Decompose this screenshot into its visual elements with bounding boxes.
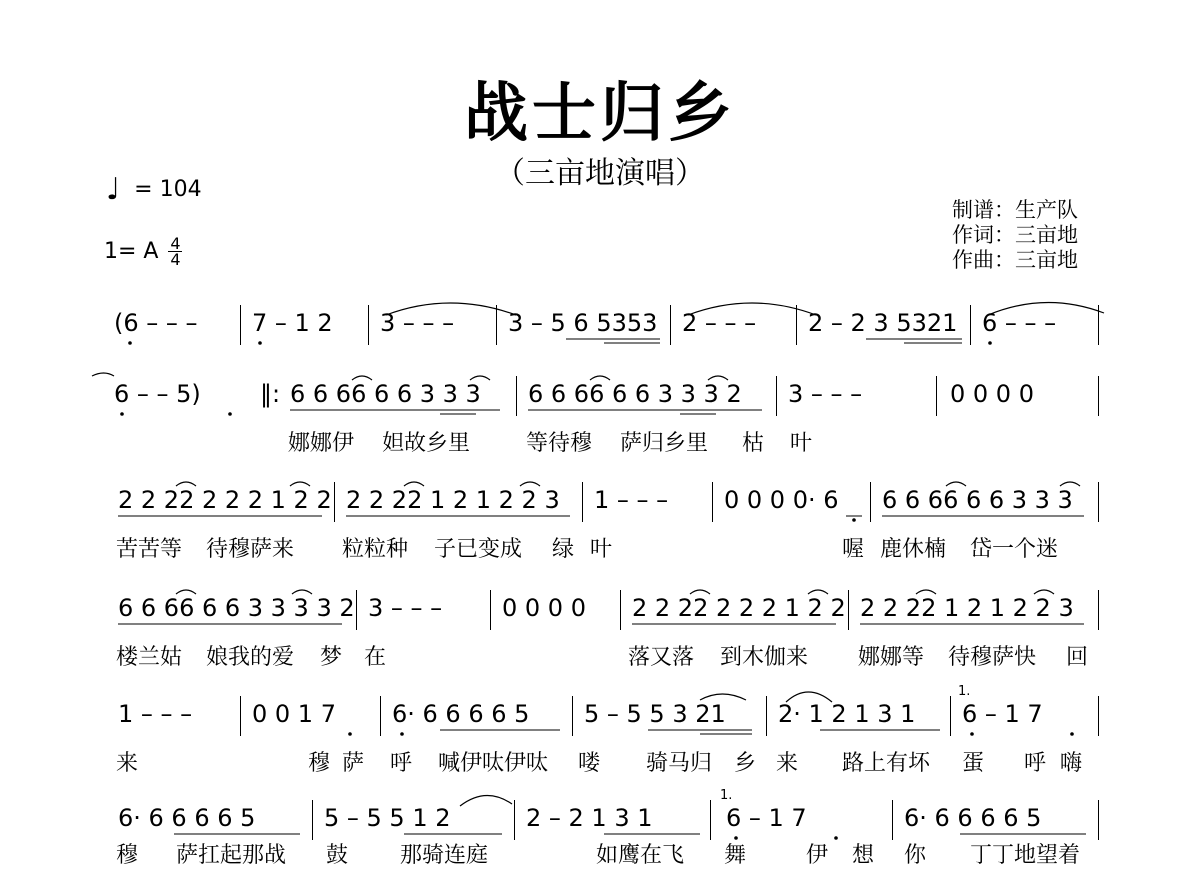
measure: 0 0 0 0· 6 (724, 486, 839, 514)
lyric: 来 (776, 751, 799, 776)
measure: 0 0 0 0 (950, 380, 1034, 408)
time-signature (168, 236, 182, 267)
melody-line (0, 305, 1200, 349)
melody-line (0, 590, 1200, 634)
lyric: 萨扛起那战 (176, 843, 287, 868)
measure: 0 0 0 0 (502, 594, 586, 622)
lyrics-line (0, 640, 1200, 670)
lyric: 嗨 (1060, 751, 1083, 776)
lyric: 落又落 (628, 645, 695, 670)
lyric: 来 (116, 751, 139, 776)
measure: 5 – 5 5 1 2 (324, 804, 451, 832)
lyric: 鹿休楠 (880, 537, 947, 562)
measure: 6 – 1 7 (962, 700, 1043, 728)
lyric: 娜娜伊 (288, 431, 355, 456)
lyric: 喔 (842, 537, 865, 562)
song-title: 战士归乡 (464, 77, 736, 151)
measure: 3 – – – (368, 594, 443, 622)
measure: 2 – 2 3 5321 (808, 309, 958, 337)
measure: 6 – – – (982, 309, 1057, 337)
lyric: 萨归乡里 (620, 431, 709, 456)
measure: 6 6 66 6 6 3 3 3 3 2 (118, 594, 355, 622)
measure: 2· 1 2 1 3 1 (778, 700, 916, 728)
measure: 6 6 66 6 6 3 3 3 (882, 486, 1073, 514)
lyric: 萨 (342, 751, 365, 776)
tempo-marking (106, 172, 202, 207)
measure: 6· 6 6 6 6 5 (904, 804, 1042, 832)
lyric: 到木伽来 (720, 645, 809, 670)
measure: 6· 6 6 6 6 5 (118, 804, 256, 832)
lyric: 娜娜等 (858, 645, 925, 670)
tempo-value: = 104 (134, 177, 202, 202)
lyric: 伊 (806, 843, 829, 868)
measure: (6 – – – (114, 309, 198, 337)
melody-line (0, 376, 1200, 420)
melody-line (0, 482, 1200, 526)
time-signature-top: 4 (170, 234, 181, 253)
lyric: 丁丁地望着 (970, 843, 1081, 868)
lyric: 苦苦等 (116, 537, 183, 562)
lyric: 回 (1066, 645, 1089, 670)
measure: 1 – – – (594, 486, 669, 514)
lyric: 如鹰在飞 (596, 843, 685, 868)
lyric: 舞 (724, 843, 747, 868)
lyric: 岱一个迷 (970, 537, 1059, 562)
lyric: 待穆萨来 (206, 537, 295, 562)
measure: 0 0 1 7 (252, 700, 336, 728)
quarter-note-icon: ♩ (106, 172, 121, 207)
lyric: 骑马归 (646, 751, 713, 776)
measure: 6 – – 5) (114, 380, 201, 408)
lyric: 喽 (578, 751, 601, 776)
measure: 2 – 2 1 3 1 (526, 804, 653, 832)
measure: 6 6 66 6 6 3 3 3 2 (528, 380, 742, 408)
lyric: 想 (852, 843, 875, 868)
measure: 6· 6 6 6 6 5 (392, 700, 530, 728)
measure: 6 – 1 7 (726, 804, 807, 832)
key-label: 1= A (104, 239, 159, 264)
lyric: 娘我的爱 (206, 645, 295, 670)
lyric: 蛋 (962, 751, 985, 776)
measure: 2 2 22 2 2 2 1 2 2 (632, 594, 846, 622)
lyric: 穆 (308, 751, 331, 776)
song-subtitle: （三亩地演唱） (495, 156, 705, 191)
lyric: 待穆萨快 (948, 645, 1037, 670)
measure: 3 – – – (380, 309, 455, 337)
lyric: 那骑连庭 (400, 843, 489, 868)
volta-mark: 1. (720, 788, 733, 803)
lyric: 你 (904, 843, 927, 868)
lyric: 粒粒种 (342, 537, 409, 562)
lyrics-line (0, 532, 1200, 562)
lyric: 呼 (1024, 751, 1047, 776)
credits (952, 198, 1078, 273)
credit-lyricist: 作词：三亩地 (952, 223, 1078, 247)
lyric: 喊伊呔伊呔 (438, 751, 549, 776)
lyric: 绿 (552, 537, 575, 562)
lyric: 子已变成 (434, 537, 523, 562)
measure: 5 – 5 5 3 21 (584, 700, 726, 728)
lyric: 路上有坏 (842, 751, 931, 776)
measure: 6 6 66 6 6 3 3 3 (290, 380, 481, 408)
lyric: 鼓 (326, 843, 349, 868)
measure: 7 – 1 2 (252, 309, 333, 337)
time-signature-bottom: 4 (170, 250, 181, 269)
measure: 2 2 22 1 2 1 2 2 3 (860, 594, 1074, 622)
lyric: 枯 (742, 431, 765, 456)
key-signature (104, 236, 182, 267)
lyrics-line (0, 838, 1200, 868)
lyric: 楼兰姑 (116, 645, 183, 670)
measure: 3 – 5 6 5353 (508, 309, 658, 337)
repeat-sign: ‖: (260, 380, 281, 408)
measure: 2 2 22 1 2 1 2 2 3 (346, 486, 560, 514)
lyric: 叶 (590, 537, 613, 562)
volta-mark: 1. (958, 684, 971, 699)
credit-composer: 作曲：三亩地 (952, 248, 1078, 272)
lyric: 妲故乡里 (382, 431, 471, 456)
measure: 1 – – – (118, 700, 193, 728)
measure: 3 – – – (788, 380, 863, 408)
lyric: 在 (364, 645, 387, 670)
lyric: 等待穆 (526, 431, 593, 456)
measure: 2 2 22 2 2 2 1 2 2 (118, 486, 332, 514)
lyric: 穆 (116, 843, 139, 868)
lyric: 叶 (790, 431, 813, 456)
lyrics-line (0, 746, 1200, 776)
melody-line (0, 684, 1200, 740)
lyric: 乡 (734, 751, 757, 776)
measure: 2 – – – (682, 309, 757, 337)
credit-arranger: 制谱：生产队 (952, 198, 1078, 222)
lyric: 梦 (320, 645, 343, 670)
lyric: 呼 (390, 751, 413, 776)
lyrics-line (0, 426, 1200, 456)
